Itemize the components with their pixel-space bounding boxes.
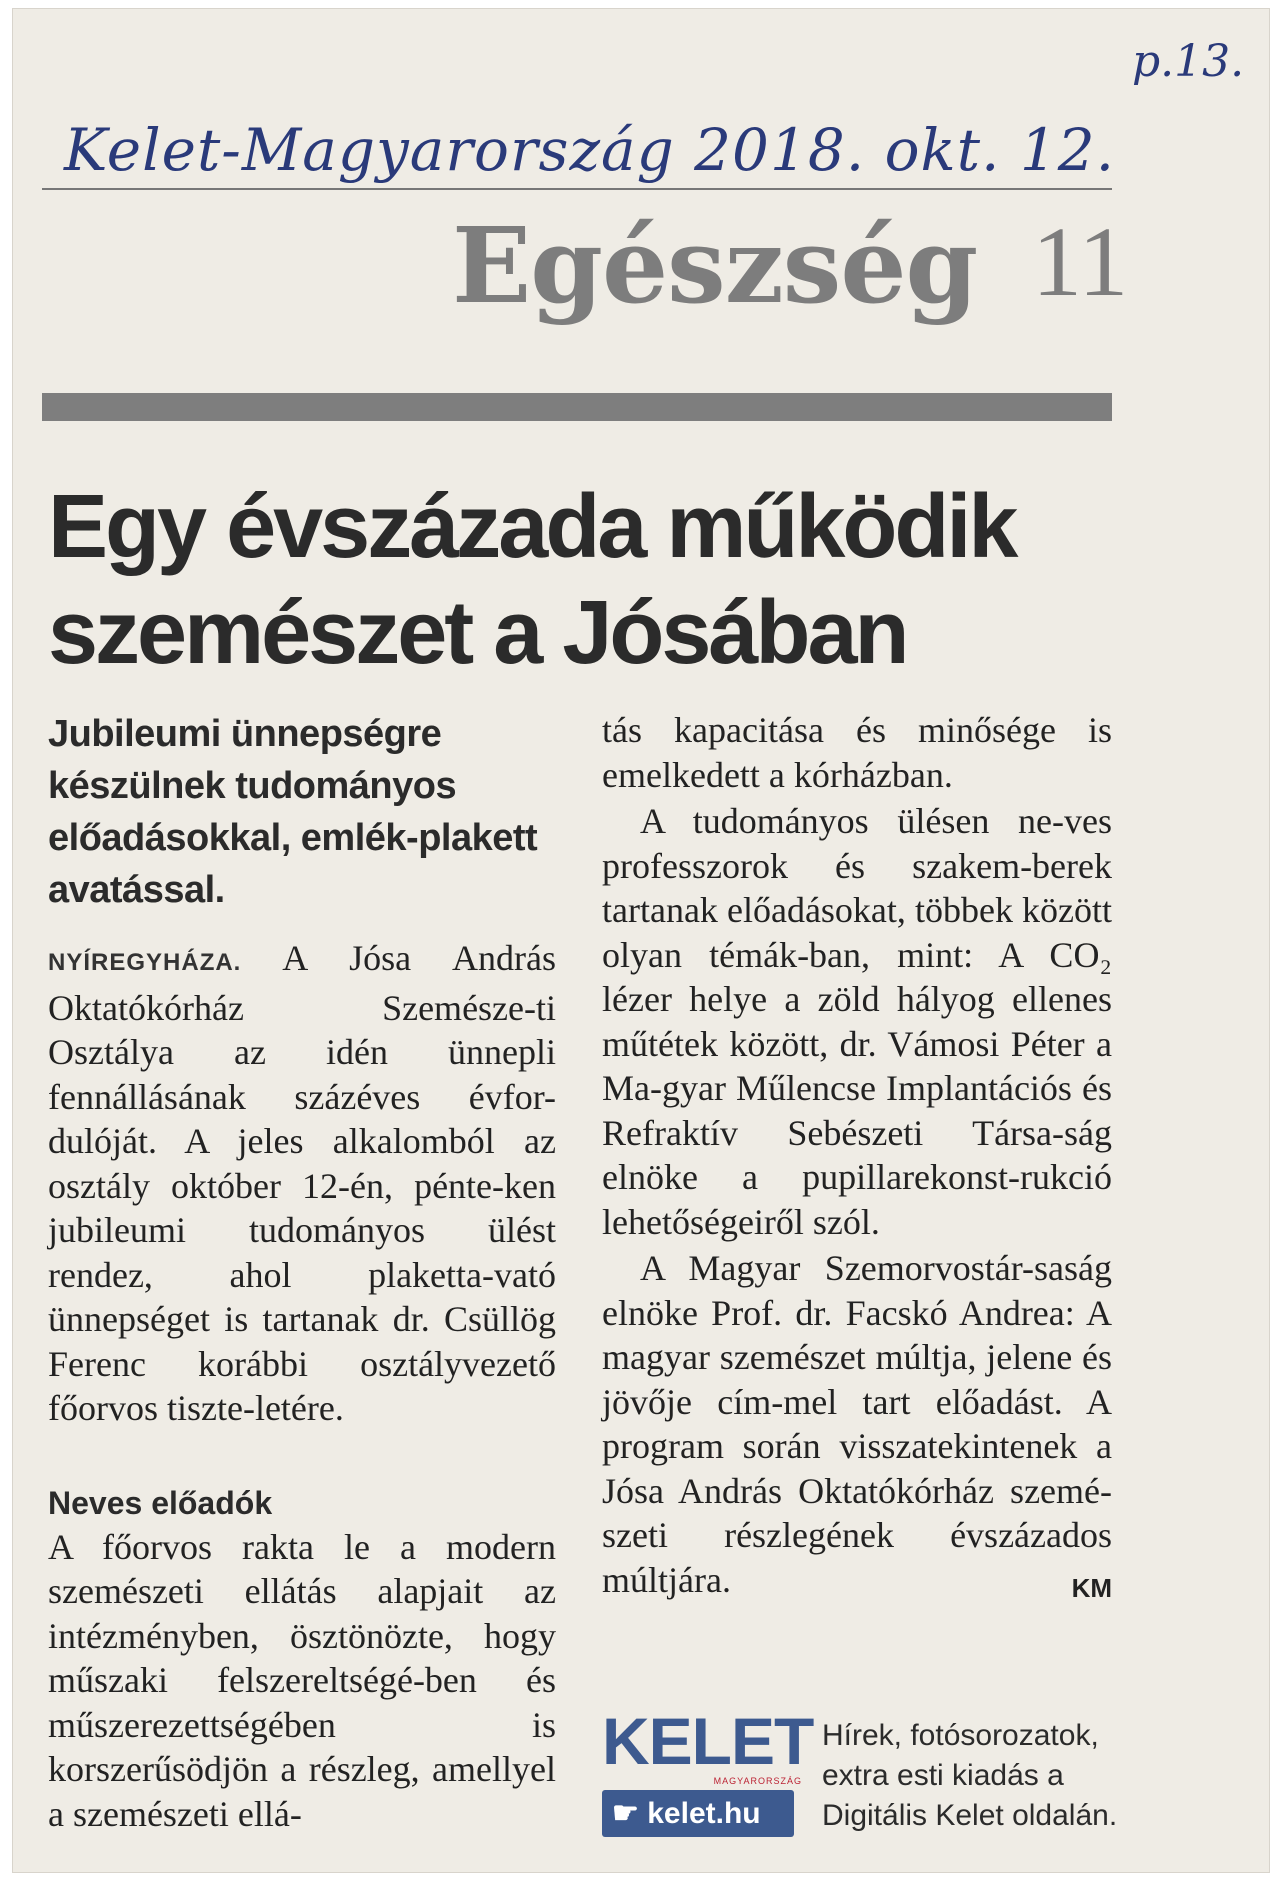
dateline: NYÍREGYHÁZA. (48, 949, 242, 976)
pointer-icon: ☛ (612, 1797, 648, 1830)
header-bar (42, 393, 1112, 421)
article-headline (48, 474, 1128, 686)
handwritten-page-ref: p.13. (1132, 36, 1245, 87)
paragraph-1 (48, 936, 556, 1431)
byline: KM (1071, 1572, 1112, 1603)
promo-box (602, 1704, 1122, 1848)
section-rule (42, 188, 1112, 190)
website-badge (602, 1790, 794, 1837)
paragraph-4-text: A Magyar Szemorvostár-saság elnöke Prof. dr. Facskó Andrea: A magyar szemészet múltja, jelene és jövője cím-mel tart előadást. A program során visszatekintenek a Jósa András Oktatókórház szemé-szeti részlegének évszázados múltjára. (602, 1248, 1112, 1600)
paragraph-3: A tudományos ülésen ne-ves professzorok és szakem-berek tartanak előadásokat, többek között olyan témák-ban, mint: A CO₂ lézer helye a zöld hályog ellenes műtétek között, dr. Vámosi Péter a Ma-gyar Műlencse Implantációs és Refraktív Sebészeti Társa-ság elnöke a pupillarekonst-rukció lehetőségeiről szól. (602, 801, 1112, 1242)
paragraph-2: A főorvos rakta le a modern szemészeti ellátás alapjait az intézményben, ösztönözte, hogy műszaki felszereltségé-ben és műszerezettségében is korszerűsödjön a részleg, amellyel a szemészeti ellá- (48, 1526, 556, 1834)
page-number: 11 (1032, 206, 1129, 317)
newspaper-clipping (12, 8, 1270, 1873)
paragraph-1-text: A Jósa András Oktatókórház Szemésze-ti Osztálya az idén ünnepli fennállásának százéves évfor-dulóját. A jeles alkalomból az osztály október 12-én, pénte-ken jubileumi tudományos ülést rendez, ahol plaketta-vató ünnepséget is tartanak dr. Csüllög Ferenc korábbi osztályvezető főorvos tiszte-letére. (48, 938, 556, 1428)
article-lead: Jubileumi ünnepségre készülnek tudományos előadásokkal, emlék-plakett avatással. (48, 713, 538, 911)
handwritten-source-note: Kelet-Magyarország 2018. okt. 12. (64, 116, 1116, 184)
logo-wordmark: KELET (602, 1704, 814, 1778)
column-right (602, 708, 1112, 1610)
column-left (48, 708, 556, 1836)
headline-line-2: szemészet a Jósában (48, 583, 907, 683)
paragraph-2-continued: tás kapacitása és minősége is emelkedett a kórházban. (602, 710, 1112, 795)
section-title: Egészség (452, 204, 978, 327)
paragraph-4 (602, 1246, 1112, 1602)
promo-text: Hírek, fotósorozatok, extra esti kiadás a Digitális Kelet oldalán. (822, 1719, 1118, 1832)
headline-line-1: Egy évszázada működik (48, 477, 1016, 577)
website-url: kelet.hu (647, 1797, 761, 1830)
subheading: Neves előadók (48, 1484, 273, 1521)
kelet-logo (602, 1704, 814, 1838)
logo-subtitle: MAGYARORSZÁG (713, 1776, 802, 1786)
